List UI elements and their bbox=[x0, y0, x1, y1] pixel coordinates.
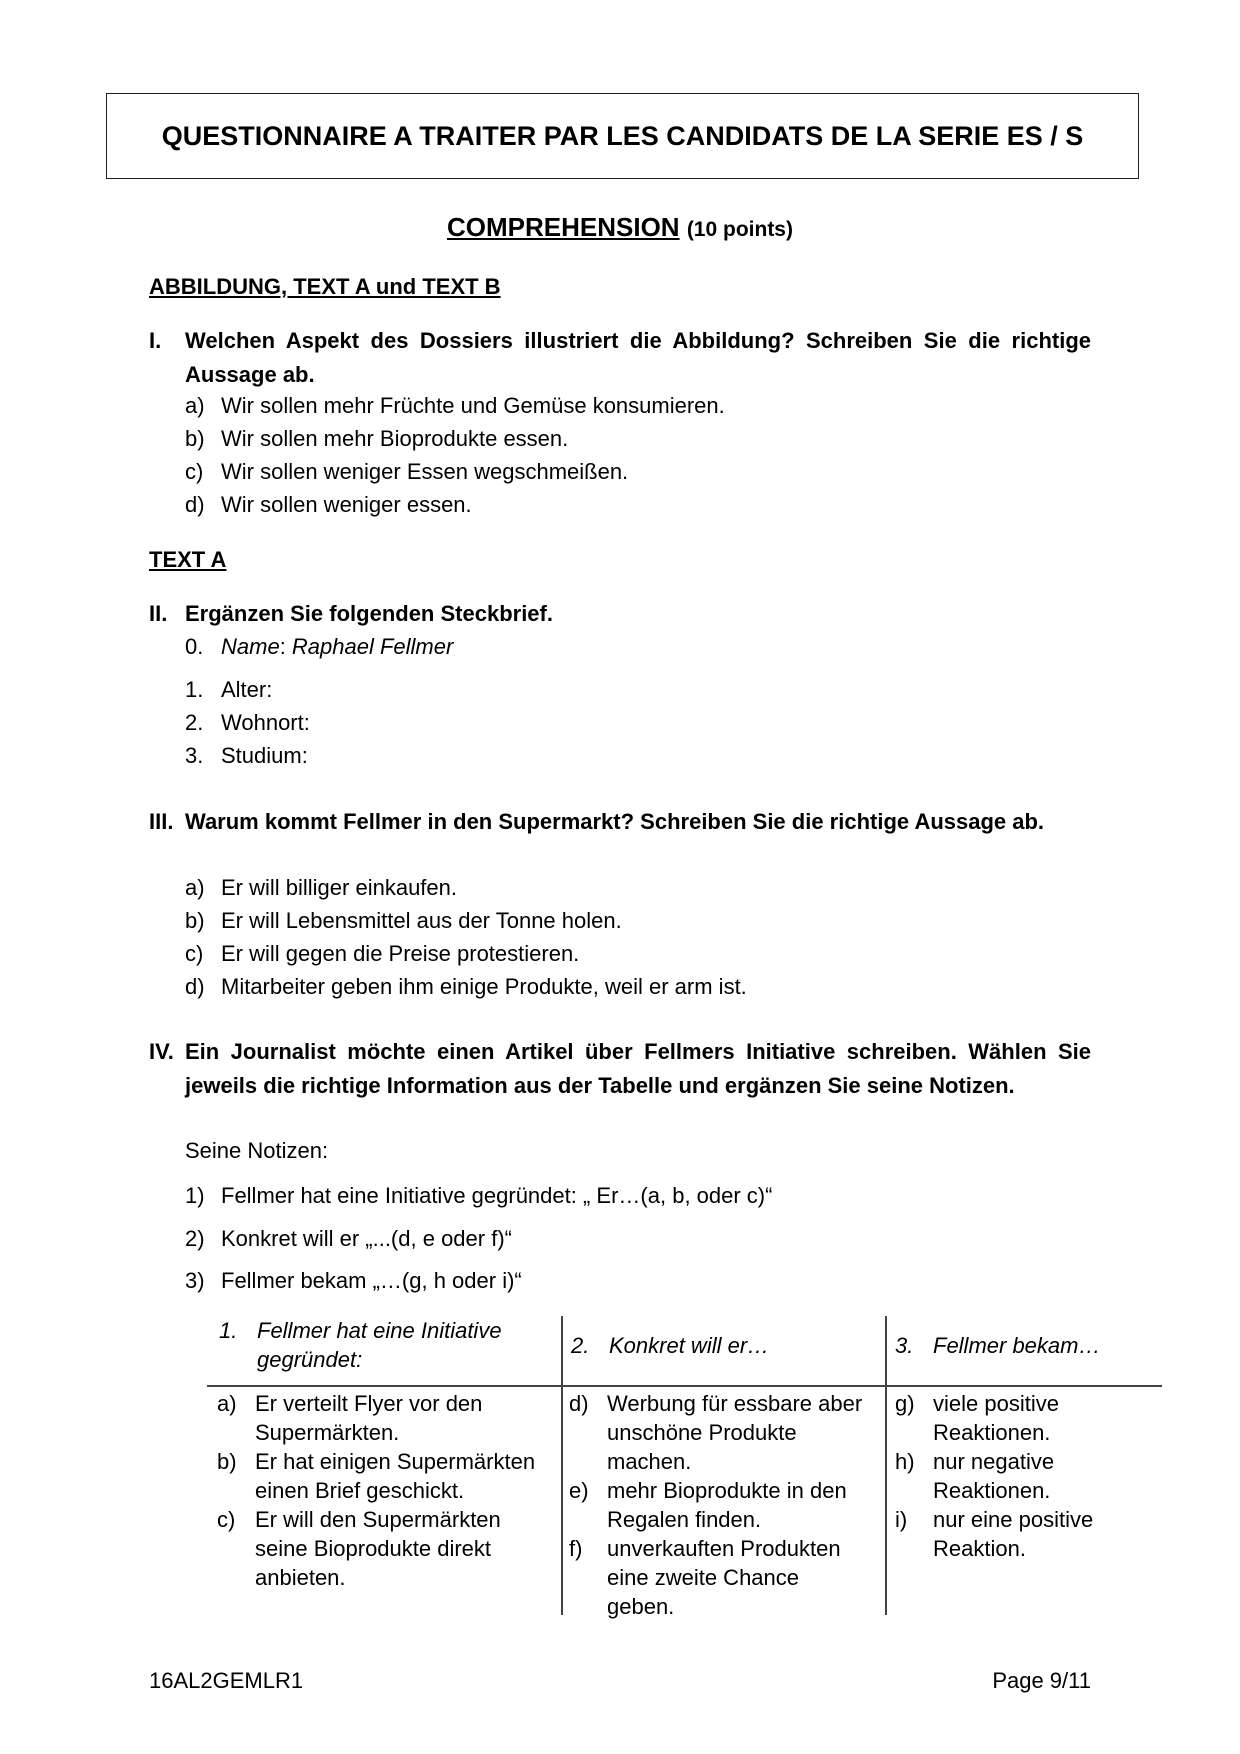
table-rule bbox=[885, 1316, 887, 1615]
text: Wir sollen mehr Früchte und Gemüse konsumieren. bbox=[221, 393, 725, 418]
list-item bbox=[185, 673, 272, 706]
note-item bbox=[185, 1264, 522, 1297]
title-box bbox=[106, 93, 1139, 179]
text: Fellmer hat eine Initiative gegründet: „ Er…(a, b, oder c)“ bbox=[221, 1183, 773, 1208]
list-item bbox=[185, 706, 310, 739]
option bbox=[185, 455, 628, 488]
text: Ein Journalist möchte einen Artikel über Fellmers Initiative schreiben. Wählen Sie jeweils die richtige Information aus der Tabelle und ergänzen Sie seine Notizen. bbox=[185, 1039, 1091, 1098]
text: Er will Lebensmittel aus der Tonne holen. bbox=[221, 908, 622, 933]
section-title: COMPREHENSION bbox=[447, 212, 680, 242]
text: Wir sollen weniger Essen wegschmeißen. bbox=[221, 459, 629, 484]
text: Fellmer bekam „…(g, h oder i)“ bbox=[221, 1268, 522, 1293]
text: Raphael Fellmer bbox=[291, 634, 454, 659]
text: Mitarbeiter geben ihm einige Produkte, weil er arm ist. bbox=[221, 974, 747, 999]
text: Warum kommt Fellmer in den Supermarkt? Schreiben Sie die richtige Aussage ab. bbox=[185, 809, 1045, 834]
option bbox=[185, 389, 725, 422]
subsection-heading-2: TEXT A bbox=[149, 547, 227, 572]
text: h) bbox=[895, 1449, 915, 1474]
page-title: QUESTIONNAIRE A TRAITER PAR LES CANDIDATS DE LA SERIE ES / S bbox=[161, 120, 1084, 151]
text: Name bbox=[221, 634, 280, 659]
question-4 bbox=[149, 1035, 1091, 1102]
text: i) bbox=[895, 1507, 908, 1532]
text: unverkauften Produkten eine zweite Chance geben. bbox=[607, 1536, 841, 1619]
text: nur eine positive Reaktion. bbox=[933, 1507, 1094, 1561]
text: c) bbox=[217, 1507, 236, 1532]
text: Studium: bbox=[221, 743, 308, 768]
text: e) bbox=[569, 1478, 589, 1503]
footer-code: 16AL2GEMLR1 bbox=[149, 1668, 304, 1693]
section-points: (10 points) bbox=[686, 218, 793, 241]
example-item: 0. Name: Raphael Fellmer bbox=[185, 630, 453, 663]
text: Er hat einigen Supermärkten einen Brief geschickt. bbox=[255, 1449, 536, 1503]
table-cell bbox=[569, 1534, 869, 1621]
text: 2) bbox=[185, 1226, 205, 1251]
table-rule bbox=[207, 1385, 1162, 1387]
option bbox=[185, 937, 579, 970]
table-cell bbox=[569, 1389, 869, 1476]
text: II. bbox=[149, 601, 168, 626]
note-item bbox=[185, 1222, 512, 1255]
text: Werbung für essbare aber unschöne Produkte machen. bbox=[607, 1391, 863, 1474]
text: Er verteilt Flyer vor den Supermärkten. bbox=[255, 1391, 483, 1445]
text: a) bbox=[185, 875, 205, 900]
table-rule bbox=[561, 1316, 563, 1615]
text: Wir sollen mehr Bioprodukte essen. bbox=[221, 426, 569, 451]
text: Wohnort: bbox=[221, 710, 310, 735]
text: 1. bbox=[219, 1318, 238, 1343]
footer-page-number: Page 9/11 bbox=[992, 1668, 1091, 1693]
question-text: Welchen Aspekt des Dossiers illustriert die Abbildung? Schreiben Sie die richtige Aussage ab. bbox=[185, 328, 1091, 387]
table-header bbox=[219, 1316, 549, 1374]
text: f) bbox=[569, 1536, 583, 1561]
text: Alter: bbox=[221, 677, 273, 702]
text: b) bbox=[185, 908, 205, 933]
text: 2. bbox=[185, 710, 204, 735]
text: Er will den Supermärkten seine Bioprodukte direkt anbieten. bbox=[255, 1507, 501, 1590]
text: Ergänzen Sie folgenden Steckbrief. bbox=[185, 601, 553, 626]
list-item bbox=[185, 739, 308, 772]
text: Konkret will er… bbox=[609, 1333, 770, 1358]
text: Er will billiger einkaufen. bbox=[221, 875, 457, 900]
text: 3. bbox=[185, 743, 204, 768]
table-cell bbox=[895, 1505, 1135, 1563]
text: 3. bbox=[895, 1333, 914, 1358]
text: a) bbox=[185, 393, 205, 418]
text: 1. bbox=[185, 677, 204, 702]
info-table bbox=[207, 1316, 1162, 1619]
text: d) bbox=[185, 974, 205, 999]
question-1 bbox=[149, 324, 1091, 391]
note-item bbox=[185, 1179, 772, 1212]
text: viele positive Reaktionen. bbox=[933, 1391, 1059, 1445]
table-column bbox=[569, 1389, 869, 1621]
text: c) bbox=[185, 459, 204, 484]
text: Konkret will er „...(d, e oder f)“ bbox=[221, 1226, 512, 1251]
text: Er will gegen die Preise protestieren. bbox=[221, 941, 580, 966]
text: d) bbox=[185, 492, 205, 517]
table-header bbox=[895, 1331, 1160, 1360]
text: a) bbox=[217, 1391, 237, 1416]
text: 2. bbox=[571, 1333, 590, 1358]
subsection-heading-1: ABBILDUNG, TEXT A und TEXT B bbox=[149, 274, 501, 299]
option bbox=[185, 422, 568, 455]
question-2 bbox=[149, 597, 1091, 631]
option bbox=[185, 904, 622, 937]
text: d) bbox=[569, 1391, 589, 1416]
table-column bbox=[895, 1389, 1135, 1563]
text: Fellmer bekam… bbox=[933, 1333, 1101, 1358]
text: 0. bbox=[185, 634, 204, 659]
option bbox=[185, 488, 472, 521]
text: 3) bbox=[185, 1268, 205, 1293]
table-header bbox=[571, 1331, 881, 1360]
text: c) bbox=[185, 941, 204, 966]
option bbox=[185, 970, 747, 1003]
table-cell bbox=[895, 1447, 1135, 1505]
question-number: I. bbox=[149, 328, 162, 353]
text: III. bbox=[149, 809, 174, 834]
table-cell bbox=[895, 1389, 1135, 1447]
text: b) bbox=[217, 1449, 237, 1474]
question-3 bbox=[149, 805, 1091, 839]
option bbox=[185, 871, 457, 904]
text: 1) bbox=[185, 1183, 205, 1208]
section-heading bbox=[0, 212, 1240, 243]
table-cell bbox=[217, 1505, 557, 1592]
table-cell bbox=[217, 1447, 557, 1505]
text: IV. bbox=[149, 1039, 174, 1064]
notes-label: Seine Notizen: bbox=[185, 1138, 329, 1163]
text: Wir sollen weniger essen. bbox=[221, 492, 472, 517]
text: mehr Bioprodukte in den Regalen finden. bbox=[607, 1478, 847, 1532]
text: Fellmer hat eine Initiative gegründet: bbox=[257, 1318, 502, 1372]
table-cell bbox=[569, 1476, 869, 1534]
text: g) bbox=[895, 1391, 915, 1416]
table-column bbox=[217, 1389, 557, 1592]
table-cell bbox=[217, 1389, 557, 1447]
text: b) bbox=[185, 426, 205, 451]
text: nur negative Reaktionen. bbox=[933, 1449, 1055, 1503]
